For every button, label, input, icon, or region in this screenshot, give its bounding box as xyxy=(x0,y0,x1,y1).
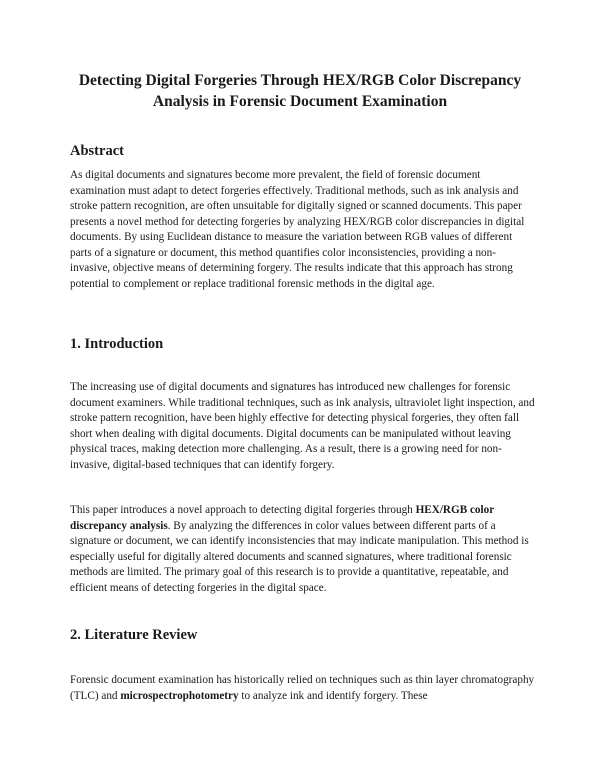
introduction-paragraph-2 xyxy=(70,503,536,596)
literature-review-paragraph-1-emphasis: microspectrophotometry xyxy=(120,689,239,702)
introduction-paragraph-2-start: This paper introduces a novel approach to detecting digital forgeries through xyxy=(70,504,416,516)
introduction-heading: 1. Introduction xyxy=(70,336,164,352)
introduction-paragraph-1: The increasing use of digital documents and signatures has introduced new challenges for forensic document examiners. While traditional techniques, such as ink analysis, ultraviolet light inspection, and stroke pattern recognition, have been highly effective for detecting physical forgeries, they often fall short when dealing with digital documents. Digital documents can be manipulated without leaving physical traces, making detection more challenging. As a result, there is a growing need for non-invasive, digital-based techniques that can identify forgery. xyxy=(70,381,535,471)
paper-title-line-1: Detecting Digital Forgeries Through HEX/RGB Color Discrepancy xyxy=(78,72,522,89)
literature-review-paragraph-1-start: Forensic document examination has historically relied on techniques such as thin layer chromatography (TLC) and xyxy=(70,674,535,702)
abstract-text: As digital documents and signatures become more prevalent, the field of forensic document examination must adapt to detect forgeries effectively. Traditional methods, such as ink analysis and stroke pattern recognition, are often unsuitable for digitally signed or scanned documents. This paper presents a novel method for detecting forgeries by analyzing HEX/RGB color discrepancies in digital documents. By using Euclidean distance to measure the variation between RGB values of different parts of a signature or document, this method quantifies color inconsistencies, providing a non-invasive, objective means of determining forgery. The results indicate that this approach has strong potential to complement or replace traditional forensic methods in the digital age. xyxy=(70,169,525,290)
introduction-paragraph-2-emphasis: HEX/RGB color discrepancy analysis xyxy=(70,504,494,532)
literature-review-paragraph-1 xyxy=(70,673,536,704)
paper-title-line-2: Analysis in Forensic Document Examination xyxy=(152,93,448,110)
introduction-paragraph-2-end: . By analyzing the differences in color values between different parts of a signature or document, we can identify inconsistencies that may indicate manipulation. This method is especially useful for digitally altered documents and scanned signatures, where traditional forensic methods are limited. The primary goal of this research is to provide a quantitative, repeatable, and efficient means of detecting forgeries in the digital space. xyxy=(70,519,529,594)
abstract-heading: Abstract xyxy=(70,143,124,159)
paper-title xyxy=(60,70,540,112)
literature-review-heading: 2. Literature Review xyxy=(70,627,198,643)
literature-review-paragraph-1-end: to analyze ink and identify forgery. These xyxy=(238,689,428,702)
